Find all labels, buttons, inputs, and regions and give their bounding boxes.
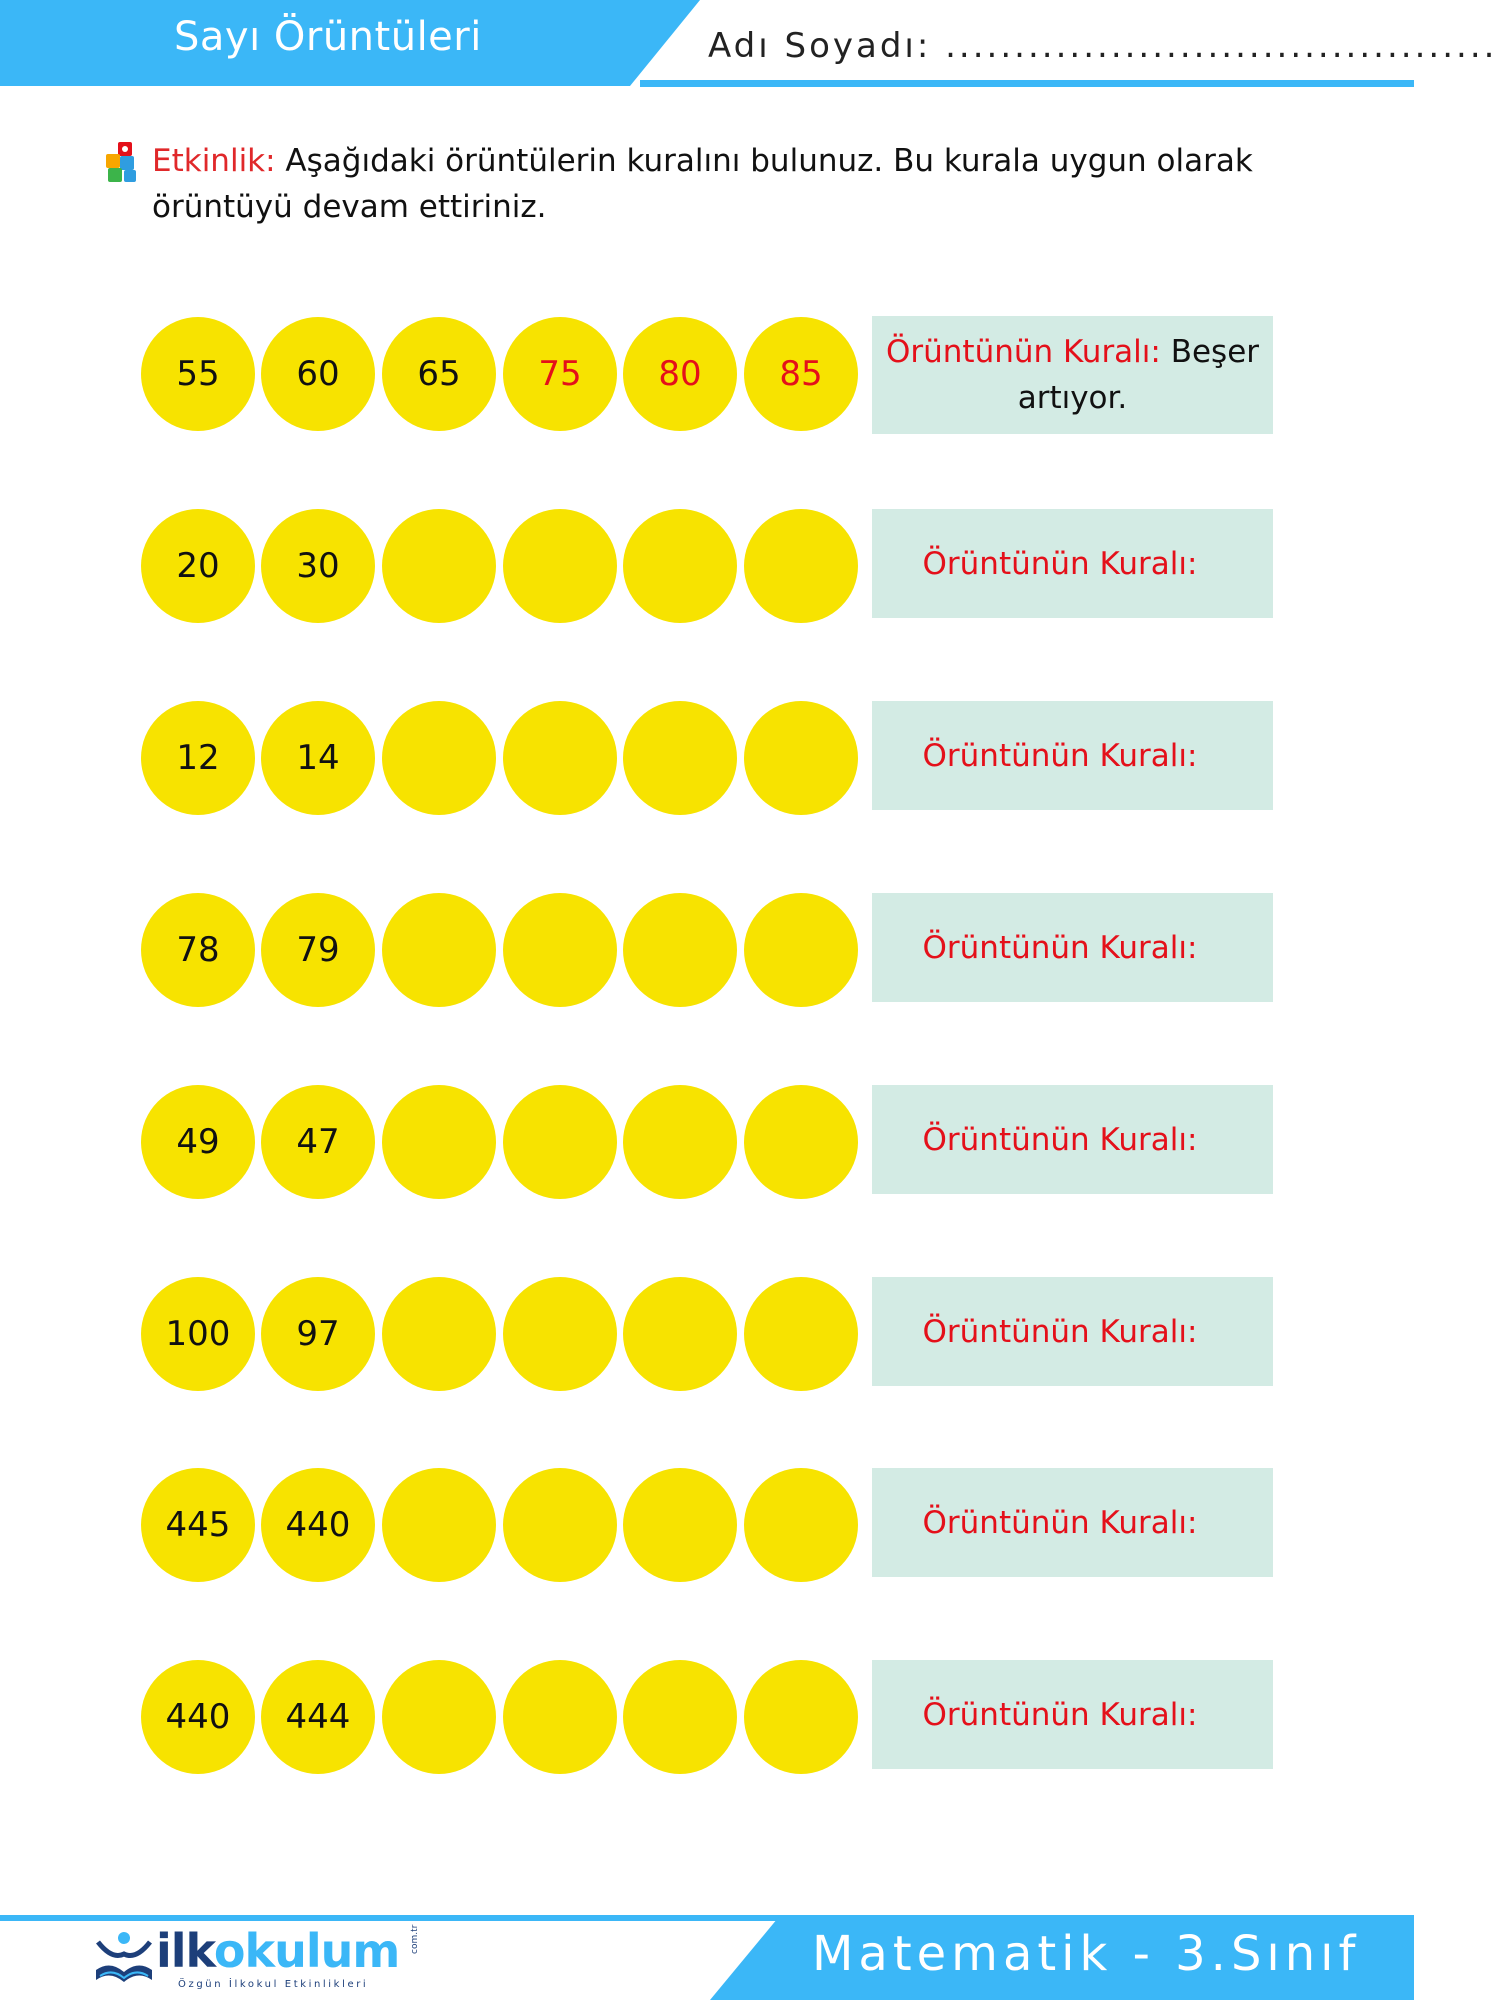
pattern-number: 47 bbox=[261, 1085, 375, 1199]
rule-content bbox=[923, 1117, 1223, 1163]
pattern-blank[interactable] bbox=[744, 509, 858, 623]
brand-suffix: okulum bbox=[213, 1924, 400, 1978]
pattern-blank[interactable] bbox=[623, 893, 737, 1007]
pattern-blank[interactable] bbox=[623, 509, 737, 623]
pattern-number: 79 bbox=[261, 893, 375, 1007]
pattern-row bbox=[141, 1085, 1273, 1199]
pattern-row bbox=[141, 1660, 1273, 1774]
pattern-number: 55 bbox=[141, 317, 255, 431]
pattern-blank[interactable] bbox=[744, 1277, 858, 1391]
name-field[interactable]: Adı Soyadı: ........................................ bbox=[708, 26, 1497, 66]
pattern-number: 440 bbox=[261, 1468, 375, 1582]
pattern-row bbox=[141, 317, 1273, 431]
reader-book-icon bbox=[92, 1930, 158, 1990]
pattern-blank[interactable] bbox=[623, 701, 737, 815]
rule-box[interactable] bbox=[872, 509, 1273, 618]
brand-prefix: ilk bbox=[156, 1924, 214, 1978]
brand-domain: com.tr bbox=[410, 1924, 420, 1954]
rule-label: Örüntünün Kuralı: bbox=[922, 929, 1198, 966]
pattern-blank[interactable] bbox=[623, 1277, 737, 1391]
pattern-blank[interactable] bbox=[503, 1660, 617, 1774]
pattern-number: 445 bbox=[141, 1468, 255, 1582]
pattern-row bbox=[141, 509, 1273, 623]
header-rule bbox=[640, 80, 1414, 87]
pattern-blank[interactable] bbox=[503, 893, 617, 1007]
pattern-blank[interactable] bbox=[623, 1085, 737, 1199]
rule-label: Örüntünün Kuralı: bbox=[922, 737, 1198, 774]
pattern-blank[interactable] bbox=[623, 1660, 737, 1774]
pattern-number: 80 bbox=[623, 317, 737, 431]
pattern-blank[interactable] bbox=[744, 893, 858, 1007]
pattern-blank[interactable] bbox=[382, 701, 496, 815]
rule-box[interactable] bbox=[872, 893, 1273, 1002]
instruction bbox=[152, 138, 1272, 230]
pattern-number: 75 bbox=[503, 317, 617, 431]
pattern-row bbox=[141, 1277, 1273, 1391]
rule-box[interactable] bbox=[872, 1468, 1273, 1577]
pattern-number: 20 bbox=[141, 509, 255, 623]
rule-box bbox=[872, 316, 1273, 434]
pattern-blank[interactable] bbox=[503, 509, 617, 623]
pattern-number: 65 bbox=[382, 317, 496, 431]
pattern-blank[interactable] bbox=[744, 1468, 858, 1582]
pattern-blank[interactable] bbox=[382, 509, 496, 623]
pattern-number: 49 bbox=[141, 1085, 255, 1199]
brand-name bbox=[156, 1924, 399, 1978]
pattern-number: 100 bbox=[141, 1277, 255, 1391]
rule-box[interactable] bbox=[872, 1660, 1273, 1769]
rule-box[interactable] bbox=[872, 1085, 1273, 1194]
rule-answer: Beşer artıyor. bbox=[1017, 334, 1260, 416]
footer-subject: Matematik - 3.Sınıf bbox=[812, 1926, 1361, 1982]
pattern-number: 440 bbox=[141, 1660, 255, 1774]
pattern-number: 12 bbox=[141, 701, 255, 815]
puzzle-icon bbox=[102, 140, 142, 184]
pattern-blank[interactable] bbox=[503, 1468, 617, 1582]
pattern-blank[interactable] bbox=[503, 1085, 617, 1199]
pattern-number: 14 bbox=[261, 701, 375, 815]
rule-content bbox=[923, 541, 1223, 587]
pattern-blank[interactable] bbox=[382, 1277, 496, 1391]
pattern-blank[interactable] bbox=[623, 1468, 737, 1582]
brand-logo bbox=[92, 1924, 432, 1990]
pattern-blank[interactable] bbox=[744, 701, 858, 815]
rule-label: Örüntünün Kuralı: bbox=[922, 545, 1198, 582]
rule-box[interactable] bbox=[872, 701, 1273, 810]
pattern-blank[interactable] bbox=[503, 701, 617, 815]
rule-label: Örüntünün Kuralı: bbox=[922, 1504, 1198, 1541]
rule-content bbox=[923, 1692, 1223, 1738]
rule-content bbox=[923, 733, 1223, 779]
pattern-number: 85 bbox=[744, 317, 858, 431]
pattern-number: 30 bbox=[261, 509, 375, 623]
pattern-blank[interactable] bbox=[382, 1085, 496, 1199]
pattern-blank[interactable] bbox=[382, 893, 496, 1007]
rule-content bbox=[923, 1309, 1223, 1355]
instruction-text: Aşağıdaki örüntülerin kuralını bulunuz. Bu kurala uygun olarak örüntüyü devam ettiriniz. bbox=[152, 143, 1253, 225]
page-title: Sayı Örüntüleri bbox=[174, 14, 482, 60]
rule-content bbox=[923, 1500, 1223, 1546]
pattern-number: 60 bbox=[261, 317, 375, 431]
pattern-blank[interactable] bbox=[503, 1277, 617, 1391]
pattern-number: 444 bbox=[261, 1660, 375, 1774]
pattern-row bbox=[141, 701, 1273, 815]
instruction-label: Etkinlik: bbox=[152, 143, 276, 179]
pattern-row bbox=[141, 1468, 1273, 1582]
rule-box[interactable] bbox=[872, 1277, 1273, 1386]
rule-label: Örüntünün Kuralı: bbox=[885, 334, 1161, 370]
rule-content bbox=[883, 329, 1263, 421]
pattern-blank[interactable] bbox=[744, 1660, 858, 1774]
brand-tagline: Özgün İlkokul Etkinlikleri bbox=[178, 1979, 369, 1990]
rule-label: Örüntünün Kuralı: bbox=[922, 1313, 1198, 1350]
pattern-row bbox=[141, 893, 1273, 1007]
rule-label: Örüntünün Kuralı: bbox=[922, 1121, 1198, 1158]
rule-label: Örüntünün Kuralı: bbox=[922, 1696, 1198, 1733]
rule-content bbox=[923, 925, 1223, 971]
pattern-number: 97 bbox=[261, 1277, 375, 1391]
pattern-blank[interactable] bbox=[744, 1085, 858, 1199]
pattern-blank[interactable] bbox=[382, 1468, 496, 1582]
pattern-number: 78 bbox=[141, 893, 255, 1007]
pattern-blank[interactable] bbox=[382, 1660, 496, 1774]
